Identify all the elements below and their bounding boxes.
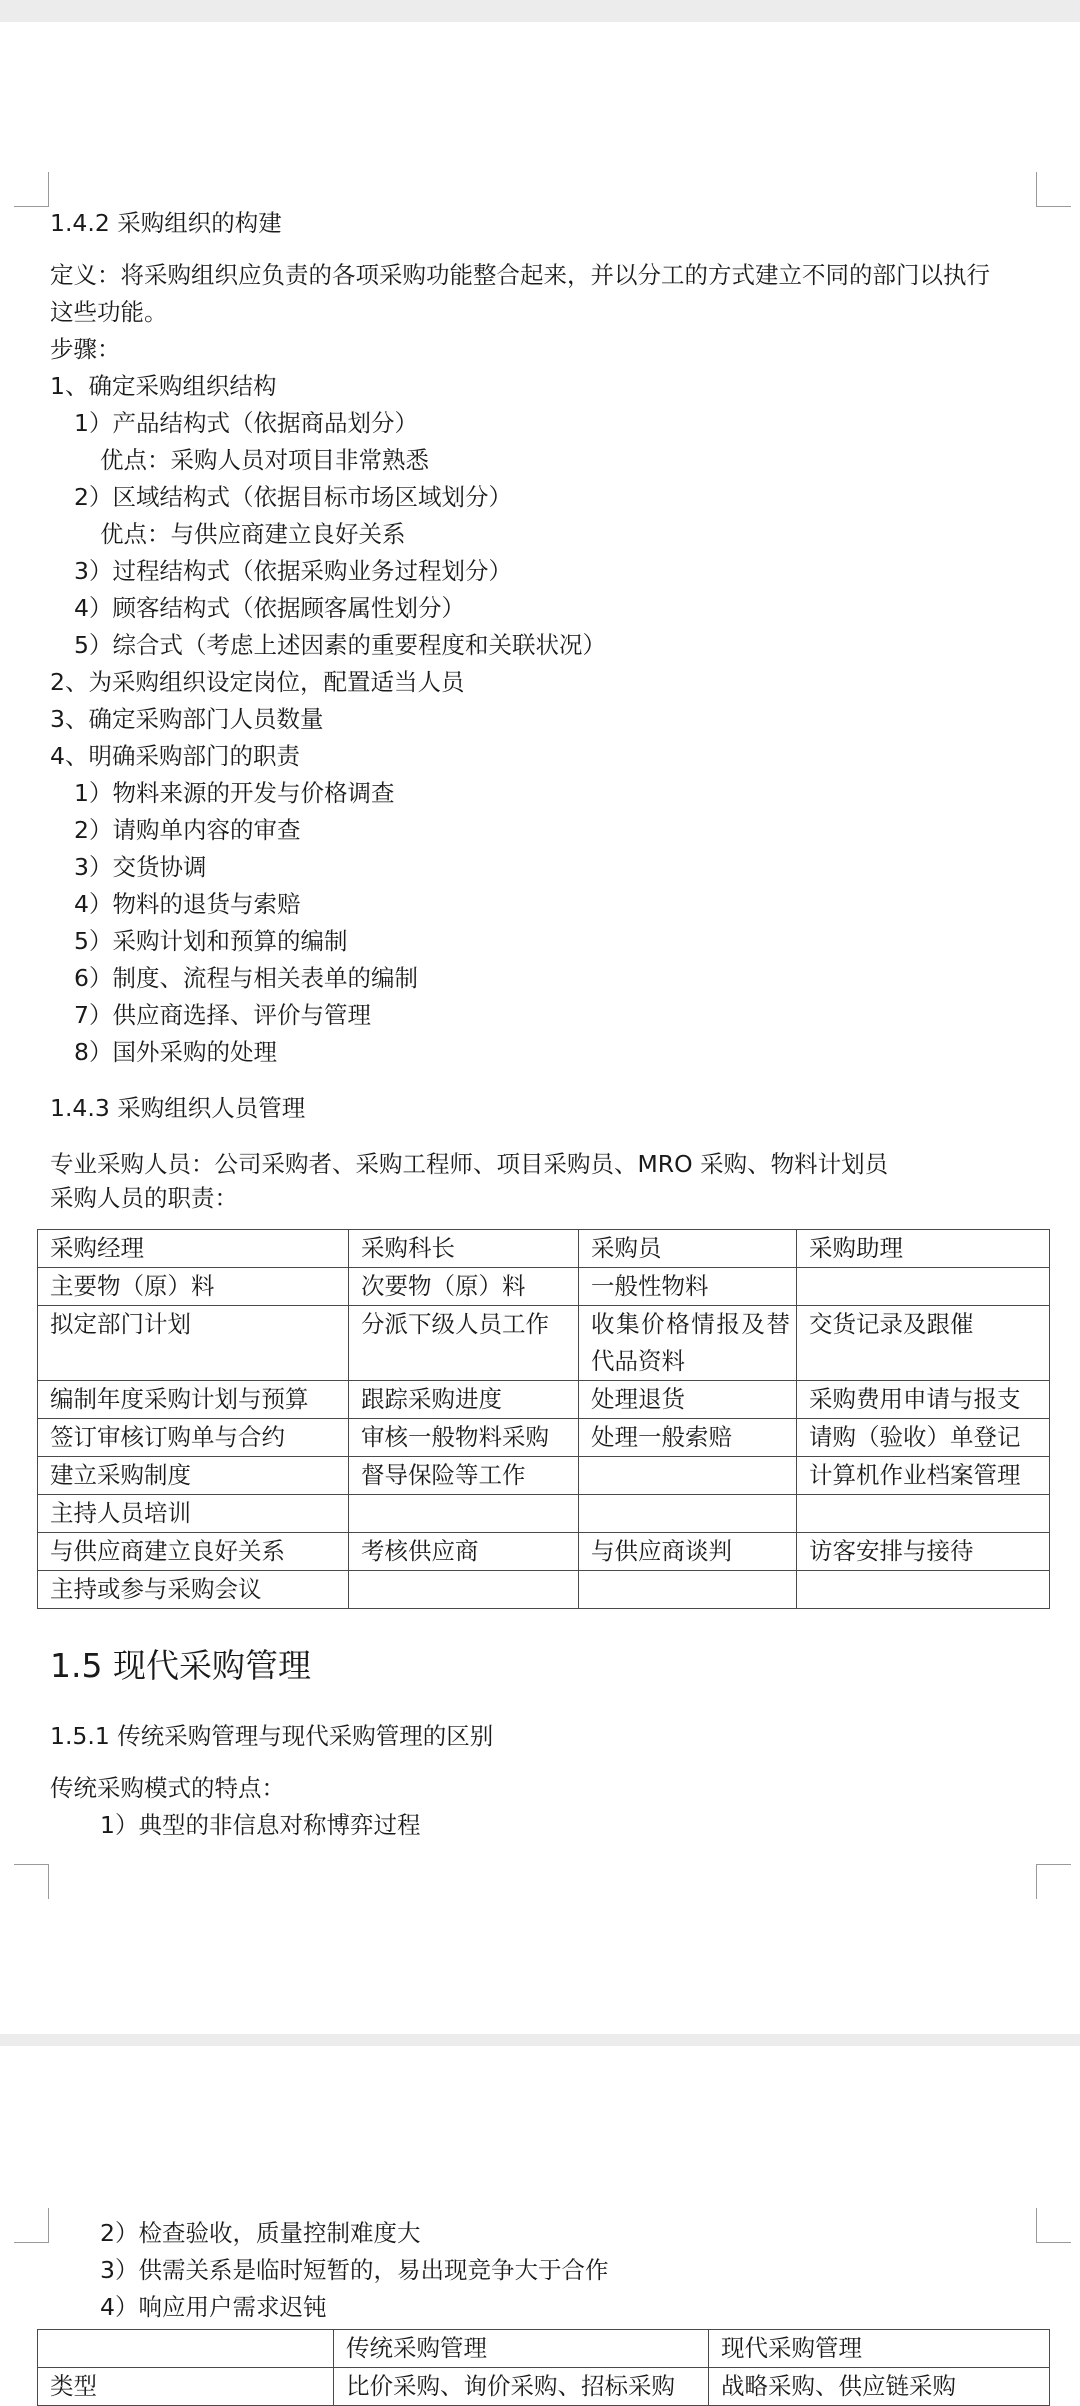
table-header-cell: 现代采购管理 (709, 2330, 1050, 2368)
crop-mark-top-right (1036, 172, 1071, 207)
step-3: 3、确定采购部门人员数量 (50, 705, 324, 733)
table-cell: 编制年度采购计划与预算 (38, 1381, 349, 1419)
page-1-body-lower (50, 1642, 1050, 1844)
step-4-item: 5）采购计划和预算的编制 (74, 927, 348, 955)
table-header-cell: 采购员 (579, 1230, 797, 1268)
table-cell: 访客安排与接待 (797, 1533, 1050, 1571)
traditional-label: 传统采购模式的特点： (50, 1774, 285, 1802)
table-row (38, 1381, 1050, 1419)
table-header-cell: 采购科长 (349, 1230, 579, 1268)
step-1-item: 2）区域结构式（依据目标市场区域划分） (74, 483, 512, 511)
step-4-item: 3）交货协调 (74, 853, 207, 881)
table-cell: 类型 (38, 2368, 334, 2406)
page-1-body (50, 205, 1050, 1213)
definition-line-1: 定义：将采购组织应负责的各项采购功能整合起来，并以分工的方式建立不同的部门以执行 (50, 261, 990, 289)
table-cell (349, 1571, 579, 1609)
table-row (38, 1419, 1050, 1457)
crop-mark-bottom-left (14, 1864, 49, 1899)
document-page-2 (0, 2046, 1080, 2406)
table-cell (579, 1457, 797, 1495)
table-cell: 主要物（原）料 (38, 1268, 349, 1306)
table-header-row (38, 1230, 1050, 1268)
section-heading-1-4-3: 1.4.3 采购组织人员管理 (50, 1094, 306, 1122)
table-cell (797, 1571, 1050, 1609)
section-heading-1-5-1: 1.5.1 传统采购管理与现代采购管理的区别 (50, 1722, 494, 1750)
table-header-row (38, 2330, 1050, 2368)
page-2-body (50, 2215, 1050, 2326)
table-cell (797, 1495, 1050, 1533)
table-cell: 次要物（原）料 (349, 1268, 579, 1306)
table-cell: 收集价格情报及替代品资料 (579, 1306, 797, 1381)
step-2: 2、为采购组织设定岗位，配置适当人员 (50, 668, 465, 696)
duties-label: 采购人员的职责： (50, 1184, 238, 1212)
table-header-cell: 采购助理 (797, 1230, 1050, 1268)
traditional-item: 2）检查验收，质量控制难度大 (100, 2219, 421, 2247)
table-row (38, 1533, 1050, 1571)
table-cell: 建立采购制度 (38, 1457, 349, 1495)
step-4-item: 6）制度、流程与相关表单的编制 (74, 964, 418, 992)
table-row (38, 1268, 1050, 1306)
table-row (38, 2368, 1050, 2406)
step-1-item: 3）过程结构式（依据采购业务过程划分） (74, 557, 512, 585)
document-page-1 (0, 22, 1080, 2034)
step-4-item: 4）物料的退货与索赔 (74, 890, 301, 918)
table-cell: 计算机作业档案管理 (797, 1457, 1050, 1495)
table-cell: 考核供应商 (349, 1533, 579, 1571)
table-cell: 一般性物料 (579, 1268, 797, 1306)
table-cell (349, 1495, 579, 1533)
definition-line-2: 这些功能。 (50, 298, 168, 326)
table-cell (579, 1571, 797, 1609)
step-1-item: 4）顾客结构式（依据顾客属性划分） (74, 594, 465, 622)
table-cell: 交货记录及跟催 (797, 1306, 1050, 1381)
staff-line: 专业采购人员：公司采购者、采购工程师、项目采购员、MRO 采购、物料计划员 (50, 1150, 889, 1178)
table-header-cell (38, 2330, 334, 2368)
table-cell (797, 1268, 1050, 1306)
table-row (38, 1457, 1050, 1495)
table-cell: 与供应商谈判 (579, 1533, 797, 1571)
traditional-item: 1）典型的非信息对称博弈过程 (100, 1811, 421, 1839)
table-cell: 主持人员培训 (38, 1495, 349, 1533)
step-1-item: 优点：采购人员对项目非常熟悉 (100, 446, 429, 474)
table-cell: 战略采购、供应链采购 (709, 2368, 1050, 2406)
comparison-table (37, 2329, 1050, 2406)
table-cell: 拟定部门计划 (38, 1306, 349, 1381)
table-cell: 审核一般物料采购 (349, 1419, 579, 1457)
table-cell: 处理退货 (579, 1381, 797, 1419)
step-1-item: 1）产品结构式（依据商品划分） (74, 409, 418, 437)
step-4-item: 2）请购单内容的审查 (74, 816, 301, 844)
duties-table (37, 1229, 1050, 1609)
table-cell: 采购费用申请与报支 (797, 1381, 1050, 1419)
table-row (38, 1306, 1050, 1381)
crop-mark-bottom-right (1036, 1864, 1071, 1899)
table-cell: 请购（验收）单登记 (797, 1419, 1050, 1457)
step-1: 1、确定采购组织结构 (50, 372, 277, 400)
table-cell: 分派下级人员工作 (349, 1306, 579, 1381)
table-row (38, 1571, 1050, 1609)
crop-mark-top-left (14, 172, 49, 207)
step-4-item: 8）国外采购的处理 (74, 1038, 277, 1066)
table-cell: 督导保险等工作 (349, 1457, 579, 1495)
step-4-item: 1）物料来源的开发与价格调查 (74, 779, 395, 807)
table-cell: 处理一般索赔 (579, 1419, 797, 1457)
table-header-cell: 传统采购管理 (334, 2330, 709, 2368)
table-cell: 与供应商建立良好关系 (38, 1533, 349, 1571)
table-cell: 跟踪采购进度 (349, 1381, 579, 1419)
table-header-cell: 采购经理 (38, 1230, 349, 1268)
traditional-item: 3）供需关系是临时短暂的，易出现竞争大于合作 (100, 2256, 609, 2284)
traditional-item: 4）响应用户需求迟钝 (100, 2293, 327, 2321)
step-4-item: 7）供应商选择、评价与管理 (74, 1001, 371, 1029)
section-heading-1-4-2: 1.4.2 采购组织的构建 (50, 209, 282, 237)
table-cell: 比价采购、询价采购、招标采购 (334, 2368, 709, 2406)
crop-mark-top-left (14, 2208, 49, 2243)
step-4: 4、明确采购部门的职责 (50, 742, 300, 770)
table-cell (579, 1495, 797, 1533)
table-cell: 主持或参与采购会议 (38, 1571, 349, 1609)
steps-label: 步骤： (50, 335, 121, 363)
table-row (38, 1495, 1050, 1533)
step-1-item: 优点：与供应商建立良好关系 (100, 520, 406, 548)
table-cell: 签订审核订购单与合约 (38, 1419, 349, 1457)
section-heading-1-5: 1.5 现代采购管理 (50, 1646, 311, 1685)
step-1-item: 5）综合式（考虑上述因素的重要程度和关联状况） (74, 631, 606, 659)
